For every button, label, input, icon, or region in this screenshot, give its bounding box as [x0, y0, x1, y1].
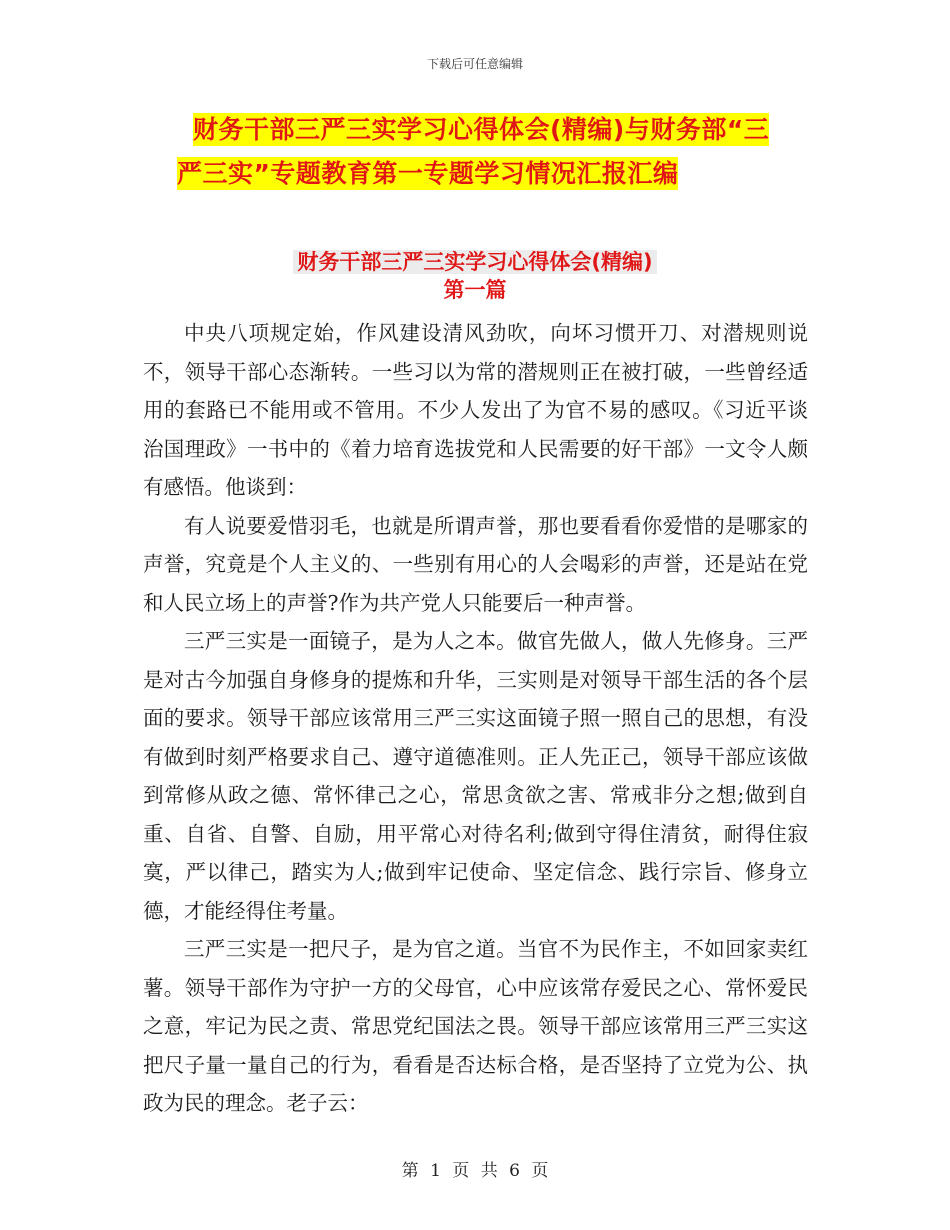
page-number-footer: 第 1 页 共 6 页 — [401, 1161, 549, 1181]
paragraph: 中央八项规定始，作风建设清风劲吹，向坏习惯开刀、对潜规则说不，领导干部心态渐转。一些习以为常的潜规则正在被打破，一些曾经适用的套路已不能用或不管用。不少人发出了为官不易的感叹。《习近平谈治国理政》一书中的《着力培育选拔党和人民需要的好干部》一文令人颇有感悟。他谈到： — [143, 321, 808, 499]
section-title-text: 财务干部三严三实学习心得体会(精编) — [293, 250, 656, 274]
section-subtitle: 第一篇 — [443, 278, 507, 302]
paragraph: 有人说要爱惜羽毛，也就是所谓声誉，那也要看看你爱惜的是哪家的声誉，究竟是个人主义的、一些别有用心的人会喝彩的声誉，还是站在党和人民立场上的声誉?作为共产党人只能要后一种声誉。 — [143, 513, 808, 615]
document-title-line-1: 财务干部三严三实学习心得体会(精编)与财务部“三 — [193, 115, 770, 144]
section-title — [0, 248, 950, 276]
body-text — [143, 314, 808, 1123]
document-title-line-2: 严三实”专题教育第一专题学习情况汇报汇编 — [177, 159, 679, 188]
paragraph: 三严三实是一面镜子，是为人之本。做官先做人，做人先修身。三严是对古今加强自身修身的提炼和升华，三实则是对领导干部生活的各个层面的要求。领导干部应该常用三严三实这面镜子照一照自己的思想，有没有做到时刻严格要求自己、遵守道德准则。正人先正己，领导干部应该做到常修从政之德、常怀律己之心，常思贪欲之害、常戒非分之想;做到自重、自省、自警、自励，用平常心对待名利;做到守得住清贫，耐得住寂寞，严以律己，踏实为人;做到牢记使命、坚定信念、践行宗旨、修身立德，才能经得住考量。 — [143, 629, 808, 923]
document-title — [177, 108, 825, 196]
header-note: 下载后可任意编辑 — [426, 57, 523, 71]
paragraph: 三严三实是一把尺子，是为官之道。当官不为民作主，不如回家卖红薯。领导干部作为守护一方的父母官，心中应该常存爱民之心、常怀爱民之意，牢记为民之责、常思党纪国法之畏。领导干部应该常用三严三实这把尺子量一量自己的行为，看看是否达标合格，是否坚持了立党为公、执政为民的理念。老子云： — [143, 937, 808, 1115]
